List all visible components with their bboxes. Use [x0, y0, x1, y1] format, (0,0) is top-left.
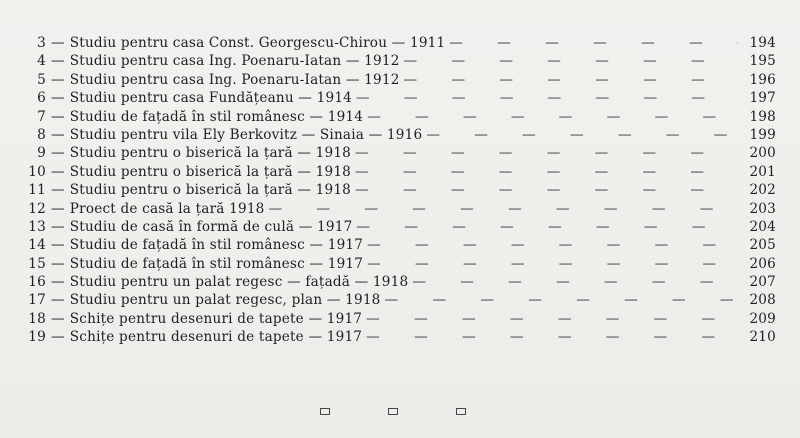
entry-title: Studiu de fațadă în stil românesc — 1914	[69, 108, 364, 125]
entry-page-number: 198	[749, 108, 776, 125]
toc-entry	[18, 71, 776, 89]
dash-leader	[269, 200, 738, 218]
entry-number: 14	[28, 237, 46, 254]
entry-title: Studiu pentru un palat regesc, plan — 1918	[69, 292, 381, 309]
entry-number: 4	[37, 53, 46, 70]
entry-number: 16	[28, 274, 46, 291]
table-of-contents	[18, 34, 776, 347]
entry-number: 5	[37, 71, 46, 88]
entry-dash: —	[51, 255, 65, 272]
toc-entry	[18, 108, 776, 126]
toc-entry	[18, 34, 776, 52]
dash-leader	[356, 89, 738, 107]
entry-dash: —	[51, 237, 65, 254]
entry-title: Studiu pentru vila Ely Berkovitz — Sinaia — 1916	[69, 126, 423, 143]
entry-dash: —	[51, 292, 65, 309]
toc-entry	[18, 236, 776, 254]
entry-number: 7	[37, 108, 46, 125]
square-ornament-icon	[456, 408, 466, 415]
toc-entry	[18, 144, 776, 162]
toc-entry	[18, 310, 776, 328]
entry-page-number: 194	[749, 35, 776, 51]
toc-entry	[18, 218, 776, 236]
square-ornament-icon	[388, 408, 398, 415]
dash-leader	[355, 144, 738, 162]
entry-page-number: 196	[749, 71, 776, 88]
dash-leader	[426, 126, 738, 144]
entry-page-number: 203	[749, 200, 776, 217]
entry-page-number: 204	[749, 218, 776, 235]
entry-dash: —	[51, 35, 65, 51]
entry-page-number: 207	[749, 274, 776, 291]
entry-title: Studiu de fațadă în stil românesc — 1917	[69, 237, 364, 254]
entry-page-number: 208	[749, 292, 776, 309]
dash-leader	[355, 163, 738, 181]
entry-page-number: 201	[749, 163, 776, 180]
toc-entry	[18, 273, 776, 291]
entry-title: Studiu pentru casa Ing. Poenaru-Iatan — 1912	[69, 53, 400, 70]
entry-number: 12	[28, 200, 46, 217]
entry-page-number: 200	[749, 145, 776, 162]
entry-dash: —	[51, 53, 65, 70]
entry-page-number: 205	[749, 237, 776, 254]
entry-number: 17	[28, 292, 46, 309]
entry-page-number: 195	[749, 53, 776, 70]
toc-entry	[18, 126, 776, 144]
entry-page-number: 209	[749, 310, 776, 327]
entry-dash: —	[51, 163, 65, 180]
dash-leader	[367, 236, 738, 254]
entry-number: 18	[28, 310, 46, 327]
entry-number: 19	[28, 329, 46, 346]
entry-title: Studiu pentru o biserică la țară — 1918	[69, 163, 352, 180]
toc-entry	[18, 181, 776, 199]
entry-dash: —	[51, 200, 65, 217]
dash-leader	[366, 328, 738, 346]
dash-leader	[355, 181, 738, 199]
entry-title: Studiu pentru casa Const. Georgescu-Chirou — 1911	[69, 35, 446, 51]
entry-dash: —	[51, 71, 65, 88]
toc-entry	[18, 163, 776, 181]
dash-leader	[404, 71, 738, 89]
entry-number: 9	[37, 145, 46, 162]
dash-leader	[367, 255, 738, 273]
toc-entry	[18, 255, 776, 273]
entry-title: Studiu pentru un palat regesc — fațadă — 1918	[69, 274, 409, 291]
entry-page-number: 202	[749, 182, 776, 199]
entry-page-number: 197	[749, 90, 776, 107]
dash-leader	[367, 108, 738, 126]
entry-title: Studiu pentru casa Fundățeanu — 1914	[69, 90, 353, 107]
dash-leader	[404, 52, 738, 70]
entry-number: 11	[28, 182, 46, 199]
entry-dash: —	[51, 90, 65, 107]
entry-title: Studiu pentru o biserică la țară — 1918	[69, 145, 352, 162]
entry-number: 10	[28, 163, 46, 180]
entry-number: 13	[28, 218, 46, 235]
dash-leader	[412, 273, 738, 291]
entry-number: 3	[37, 35, 46, 51]
entry-number: 15	[28, 255, 46, 272]
square-ornament-icon	[320, 408, 330, 415]
entry-title: Proect de casă la țară 1918	[69, 200, 265, 217]
entry-dash: —	[51, 126, 65, 143]
entry-page-number: 210	[749, 329, 776, 346]
entry-title: Schițe pentru desenuri de tapete — 1917	[69, 310, 363, 327]
entry-number: 8	[37, 126, 46, 143]
toc-entry	[18, 328, 776, 346]
entry-page-number: 199	[749, 126, 776, 143]
dash-leader	[385, 291, 738, 309]
entry-number: 6	[37, 90, 46, 107]
entry-dash: —	[51, 108, 65, 125]
toc-entry	[18, 200, 776, 218]
entry-dash: —	[51, 329, 65, 346]
entry-page-number: 206	[749, 255, 776, 272]
entry-dash: —	[51, 182, 65, 199]
dash-leader	[449, 34, 738, 52]
dash-leader	[366, 310, 738, 328]
entry-dash: —	[51, 310, 65, 327]
entry-dash: —	[51, 274, 65, 291]
entry-dash: —	[51, 218, 65, 235]
toc-entry	[18, 89, 776, 107]
entry-title: Schițe pentru desenuri de tapete — 1917	[69, 329, 363, 346]
entry-title: Studiu de casă în formă de culă — 1917	[69, 218, 353, 235]
entry-title: Studiu de fațadă în stil românesc — 1917	[69, 255, 364, 272]
entry-title: Studiu pentru casa Ing. Poenaru-Iatan — 1912	[69, 71, 400, 88]
ornament-row	[0, 408, 800, 418]
dash-leader	[356, 218, 738, 236]
toc-entry	[18, 52, 776, 70]
toc-entry	[18, 291, 776, 309]
entry-dash: —	[51, 145, 65, 162]
entry-title: Studiu pentru o biserică la țară — 1918	[69, 182, 352, 199]
